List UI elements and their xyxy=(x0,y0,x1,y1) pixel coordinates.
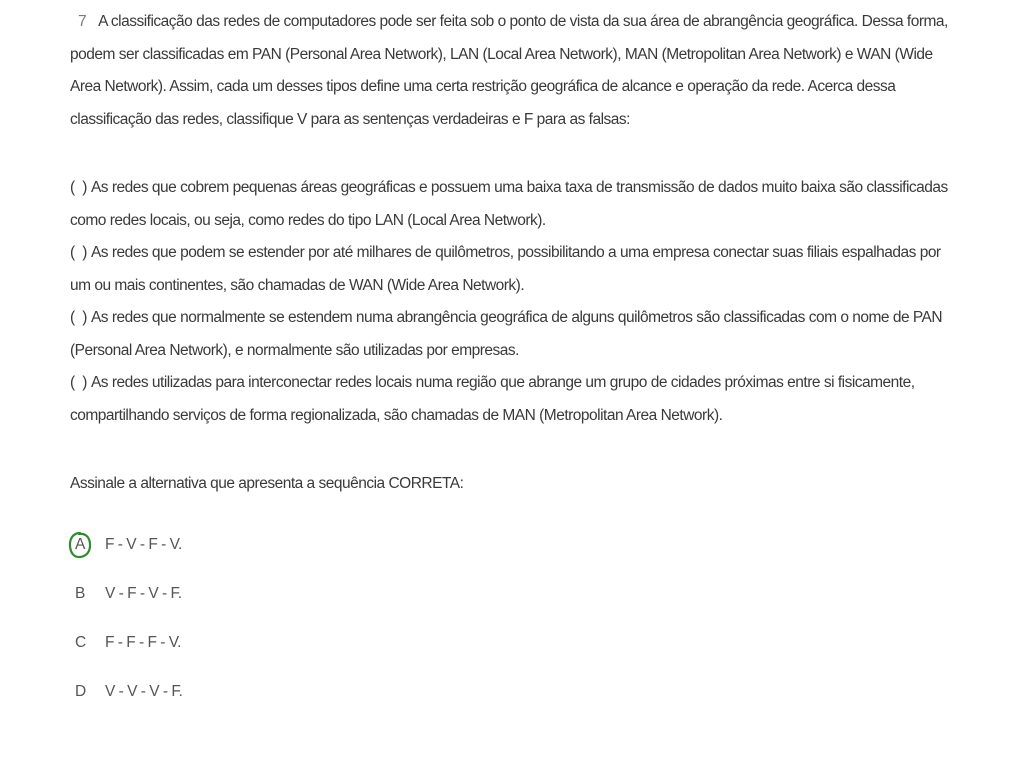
statement-1 xyxy=(70,172,950,237)
statement-blank[interactable]: ( ) xyxy=(70,309,87,326)
statement-text: As redes utilizadas para interconectar redes locais numa região que abrange um grupo de cidades próximas entre si fisicamente, compartilhando serviços de forma regionalizada, são chamadas de MAN (Metropolitan Area Network). xyxy=(70,374,915,424)
option-b[interactable] xyxy=(70,578,470,627)
statement-text: As redes que normalmente se estendem numa abrangência geográfica de alguns quilômetros são classificadas com o nome de PAN (Personal Area Network), e normalmente são utilizadas por empresas. xyxy=(70,309,943,359)
statement-blank[interactable]: ( ) xyxy=(70,374,87,391)
option-a[interactable] xyxy=(70,529,470,578)
statement-2 xyxy=(70,237,950,302)
statement-3 xyxy=(70,302,950,367)
option-text: F - V - F - V. xyxy=(105,536,182,553)
question-number: 7 xyxy=(78,13,87,30)
option-text: V - F - V - F. xyxy=(105,585,182,602)
option-letter: B xyxy=(75,585,85,602)
statement-blank[interactable]: ( ) xyxy=(70,179,87,196)
option-letter: D xyxy=(75,683,86,700)
statement-blank[interactable]: ( ) xyxy=(70,244,87,261)
statement-text: As redes que podem se estender por até milhares de quilômetros, possibilitando a uma empresa conectar suas filiais espalhadas por um ou mais continentes, são chamadas de WAN (Wide Area Network). xyxy=(70,244,941,294)
answer-prompt: Assinale a alternativa que apresenta a sequência CORRETA: xyxy=(70,475,464,492)
answer-options xyxy=(70,529,470,725)
option-text: V - V - V - F. xyxy=(105,683,183,700)
question-stem xyxy=(70,6,950,136)
statement-4 xyxy=(70,367,950,432)
option-c[interactable] xyxy=(70,627,470,676)
option-letter: C xyxy=(75,634,86,651)
question-text: A classificação das redes de computadores pode ser feita sob o ponto de vista da sua área de abrangência geográfica. Dessa forma, podem ser classificadas em PAN (Personal Area Network), LAN (Local Area Network), MAN (Metropolitan Area Network) e WAN (Wide Area Network). Assim, cada um desses tipos define uma certa restrição geográfica de alcance e operação da rede. Acerca dessa classificação das redes, classifique V para as sentenças verdadeiras e F para as falsas: xyxy=(70,13,948,128)
statement-list xyxy=(70,172,950,432)
statement-text: As redes que cobrem pequenas áreas geográficas e possuem uma baixa taxa de transmissão de dados muito baixa são classificadas como redes locais, ou seja, como redes do tipo LAN (Local Area Network). xyxy=(70,179,948,229)
option-letter: A xyxy=(70,529,105,561)
option-text: F - F - F - V. xyxy=(105,634,181,651)
option-d[interactable] xyxy=(70,676,470,725)
